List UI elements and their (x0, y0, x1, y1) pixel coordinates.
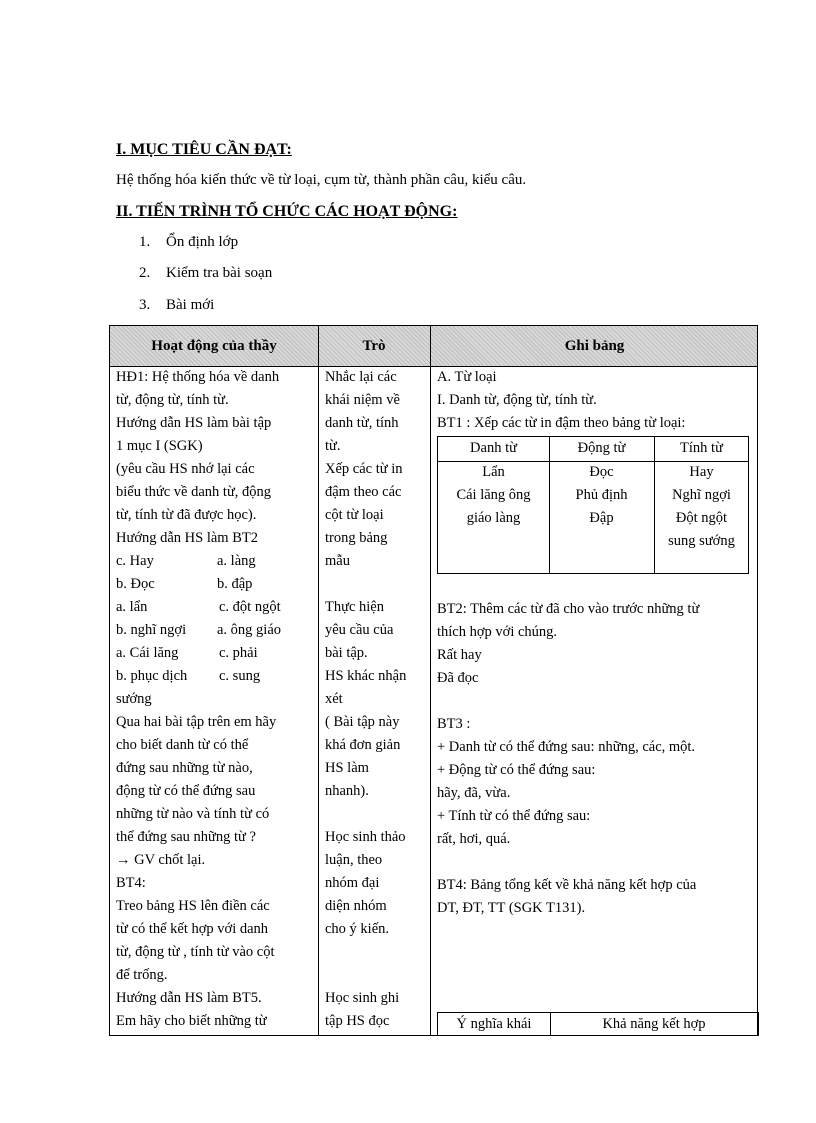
teacher-line: đứng sau những từ nào, (116, 760, 253, 776)
bt5-header-combination: Khả năng kết hợp (602, 1016, 706, 1032)
board-line: Rất hay (437, 647, 482, 663)
bt1-table (437, 436, 749, 574)
teacher-line: Hướng dẫn HS làm BT5. (116, 990, 262, 1006)
teacher-line: Hướng dẫn HS làm bài tập (116, 415, 272, 431)
bt5-header-meaning: Ý nghĩa khái (456, 1016, 532, 1032)
board-line: + Tính từ có thể đứng sau: (437, 808, 591, 824)
student-line: luận, theo (325, 852, 383, 868)
teacher-line: (yêu cầu HS nhớ lại các (116, 461, 255, 477)
header-board: Ghi bảng (564, 338, 625, 354)
student-line: Nhắc lại các (325, 369, 397, 385)
pair-left: c. Hay (116, 553, 154, 569)
teacher-line: Em hãy cho biết những từ (116, 1013, 267, 1029)
board-line: BT1 : Xếp các từ in đậm theo bảng từ loại: (437, 415, 686, 431)
list-item: 1. Ổn định lớp (139, 234, 239, 250)
board-line: thích hợp với chúng. (437, 624, 558, 640)
board-line: A. Từ loại (437, 369, 497, 385)
list-item: 3. Bài mới (139, 297, 215, 313)
bt5-table (437, 1012, 759, 1036)
student-line: khá đơn giản (325, 737, 401, 753)
student-line: xét (325, 691, 343, 707)
pair-right: c. đột ngột (219, 599, 281, 615)
bt1-noun-cell: giáo làng (466, 510, 521, 526)
pair-left: a. Cái lăng (116, 645, 179, 661)
student-line: từ. (325, 438, 341, 454)
teacher-line: Treo bảng HS lên điền các (116, 898, 270, 914)
bt1-header-noun: Danh từ (470, 440, 517, 456)
column-divider (430, 326, 431, 1035)
student-line: Học sinh thảo (325, 829, 406, 845)
bt1-adj-cell: Đột ngột (675, 510, 728, 526)
student-line: cột từ loại (325, 507, 384, 523)
board-line: BT3 : (437, 716, 471, 732)
student-line: ( Bài tập này (325, 714, 400, 730)
header-teacher: Hoạt động của thầy (151, 338, 277, 354)
board-line: BT4: Bảng tổng kết về khả năng kết hợp của (437, 877, 697, 893)
pair-left: b. Đọc (116, 576, 155, 592)
board-line: rất, hơi, quá. (437, 831, 511, 847)
board-line: hãy, đã, vừa. (437, 785, 511, 801)
teacher-line: Hướng dẫn HS làm BT2 (116, 530, 258, 546)
teacher-line: từ có thể kết hợp với danh (116, 921, 269, 937)
pair-left: b. phục dịch (116, 668, 188, 684)
student-line: diện nhóm (325, 898, 387, 914)
student-line: nhanh). (325, 783, 369, 799)
section-2-heading: II. TIẾN TRÌNH TỔ CHỨC CÁC HOẠT ĐỘNG: (116, 203, 458, 220)
bt1-adj-cell: Nghĩ ngợi (672, 487, 731, 503)
board-line: + Danh từ có thể đứng sau: những, các, một. (437, 739, 696, 755)
board-line: Đã đọc (437, 670, 479, 686)
student-line: tập HS đọc (325, 1013, 390, 1029)
board-line: DT, ĐT, TT (SGK T131). (437, 900, 586, 916)
student-line: danh từ, tính (325, 415, 399, 431)
pair-right: b. đập (217, 576, 253, 592)
student-line: bài tập. (325, 645, 368, 661)
teacher-line: cho biết danh từ có thể (116, 737, 249, 753)
bt1-adj-cell: sung sướng (668, 533, 735, 549)
teacher-line: → GV chốt lại. (116, 852, 206, 868)
pair-left: a. lẩn (116, 599, 148, 615)
student-line: đậm theo các (325, 484, 402, 500)
pair-right: c. sung (219, 668, 261, 684)
teacher-line: Qua hai bài tập trên em hãy (116, 714, 277, 730)
student-line: HS làm (325, 760, 369, 776)
bt1-verb-cell: Đọc (589, 464, 614, 480)
student-line: yêu cầu của (325, 622, 394, 638)
student-line: mẫu (325, 553, 350, 569)
teacher-line: từ, động từ , tính từ vào cột (116, 944, 275, 960)
teacher-line: 1 mục I (SGK) (116, 438, 203, 454)
pair-right: c. phải (219, 645, 258, 661)
board-line: + Động từ có thể đứng sau: (437, 762, 596, 778)
student-line: trong bảng (325, 530, 388, 546)
student-line: Học sinh ghi (325, 990, 400, 1006)
teacher-line: sướng (116, 691, 152, 707)
teacher-line: biểu thức về danh từ, động (116, 484, 272, 500)
student-line: Xếp các từ in (325, 461, 403, 477)
student-line: HS khác nhận (325, 668, 407, 684)
column-divider (318, 326, 319, 1035)
teacher-line: những từ nào và tính từ có (116, 806, 270, 822)
section-1-text: Hệ thống hóa kiến thức về từ loại, cụm từ, thành phần câu, kiểu câu. (116, 172, 527, 188)
student-line: Thực hiện (325, 599, 384, 615)
bt1-header-adj: Tính từ (680, 440, 723, 456)
bt1-verb-cell: Phủ định (575, 487, 628, 503)
teacher-line: HĐ1: Hệ thống hóa về danh (116, 369, 280, 385)
bt1-adj-cell: Hay (689, 464, 714, 480)
teacher-line: để trống. (116, 967, 168, 983)
teacher-line: từ, tính từ đã được học). (116, 507, 257, 523)
pair-left: b. nghĩ ngợi (116, 622, 187, 638)
student-line: cho ý kiến. (325, 921, 390, 937)
teacher-line: động từ có thể đứng sau (116, 783, 256, 799)
list-item: 2. Kiểm tra bài soạn (139, 265, 273, 281)
bt1-verb-cell: Đập (589, 510, 614, 526)
section-1-heading: I. MỤC TIÊU CẦN ĐẠT: (116, 141, 292, 158)
student-line: nhóm đại (325, 875, 380, 891)
student-line: khái niệm về (325, 392, 400, 408)
teacher-line: BT4: (116, 875, 146, 891)
board-line: I. Danh từ, động từ, tính từ. (437, 392, 597, 408)
bt1-noun-cell: Lẩn (482, 464, 505, 480)
pair-right: a. ông giáo (217, 622, 282, 638)
header-student: Trò (362, 338, 386, 354)
bt1-noun-cell: Cái lăng ông (456, 487, 531, 503)
bt1-header-verb: Động từ (577, 440, 626, 456)
teacher-line: từ, động từ, tính từ. (116, 392, 229, 408)
board-line: BT2: Thêm các từ đã cho vào trước những từ (437, 601, 700, 617)
teacher-line: thể đứng sau những từ ? (116, 829, 256, 845)
pair-right: a. làng (217, 553, 256, 569)
